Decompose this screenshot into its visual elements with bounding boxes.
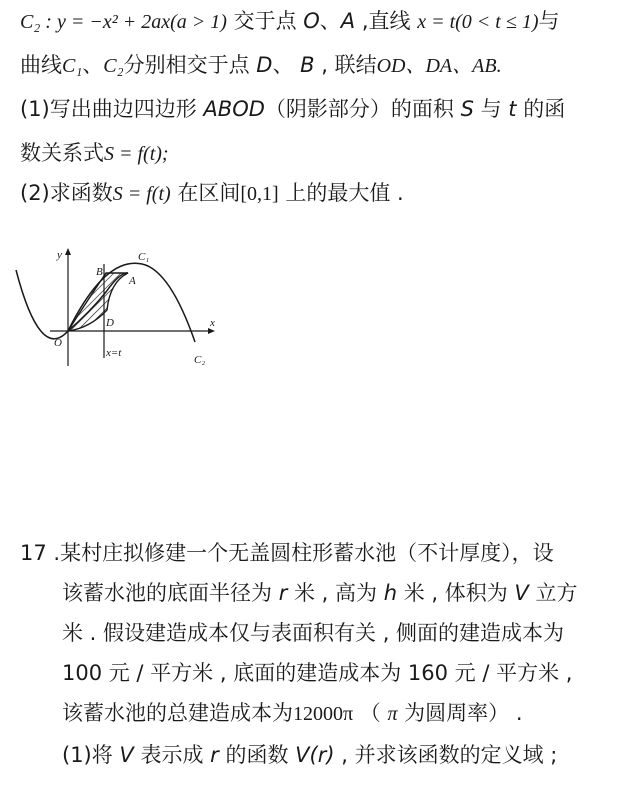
q17-line6-text2: 表示成 [133, 743, 211, 767]
function-s: S = f(t); [104, 143, 169, 165]
q16-line3-text1: (1)写出曲边四边形 [20, 97, 204, 121]
q17-line3 [62, 618, 564, 648]
q16-line4 [20, 138, 169, 169]
var-s: S [460, 97, 474, 121]
q17-line6 [62, 740, 557, 770]
q17-line2-text1: 该蓄水池的底面半径为 [62, 581, 279, 605]
var-r-2: r [210, 743, 219, 767]
q16-line1-text1: 交于点 [233, 9, 304, 33]
q16-line2-text1: 曲线 [20, 53, 62, 77]
label-y: y [57, 249, 62, 261]
q16-line1-text2: ,直线 [355, 9, 411, 33]
var-r: r [278, 581, 288, 605]
q17-line5-text2: （ [353, 701, 388, 725]
y-axis-arrow [65, 248, 71, 255]
point-a: A [340, 9, 356, 33]
q16-line2 [20, 50, 502, 81]
point-o: O [303, 9, 320, 33]
q16-line2-text3: 、 [272, 53, 301, 77]
label-c1: C₁ [138, 251, 150, 263]
q16-line4-text1: 数关系式 [20, 141, 104, 165]
var-t: t [508, 97, 517, 121]
label-b: B [96, 266, 103, 278]
q17-line4 [62, 658, 572, 688]
q17-line6-text4: , 并求该函数的定义域 ; [334, 743, 558, 767]
q16-line3-text2: （阴影部分）的面积 [264, 97, 461, 121]
q17-line5-text1: 该蓄水池的总建造成本为 [62, 701, 293, 725]
q16-line1-sep: 、 [319, 9, 341, 33]
q17-line1 [20, 538, 554, 568]
q16-line1 [20, 6, 560, 37]
q17-line2-text2: 米 , 高为 [287, 581, 384, 605]
q16-line3-text4: 的函 [516, 97, 566, 121]
q16-line5-text3: 上的最大值 . [278, 181, 404, 205]
line-equation: x = t(0 < t ≤ 1) [417, 11, 539, 33]
q16-line5 [20, 178, 404, 209]
label-xt: x=t [106, 347, 122, 359]
q17-line5-text3: 为圆周率） . [397, 701, 523, 725]
point-b: B [300, 53, 315, 77]
q17-line4-text: 100 元 / 平方米 , 底面的建造成本为 160 元 / 平方米 , [62, 661, 573, 685]
q17-line6-text3: 的函数 [218, 743, 296, 767]
curve-c1: C₁ [62, 55, 83, 77]
point-d: D [256, 53, 273, 77]
curves-figure [10, 242, 230, 372]
total-cost: 12000π [293, 703, 354, 725]
q16-line2-text2: 分别相交于点 [123, 53, 257, 77]
label-x: x [210, 317, 215, 329]
q16-line2-text4: , 联结 [314, 53, 377, 77]
q17-line3-text: 米 . 假设建造成本仅与表面积有关 , 侧面的建造成本为 [62, 621, 565, 645]
var-v: V [514, 581, 529, 605]
label-o: O [54, 337, 62, 349]
q17-line5 [62, 698, 523, 729]
c2-equation: C₂ : y = −x² + 2ax(a > 1) [20, 11, 227, 33]
q16-line3-text3: 与 [473, 97, 509, 121]
curve-c2: C₂ [103, 55, 124, 77]
var-h: h [383, 581, 398, 605]
label-c2: C₂ [194, 354, 206, 366]
q17-line1-text: 某村庄拟修建一个无盖圆柱形蓄水池（不计厚度），设 [60, 541, 554, 565]
q17-line2-text4: 立方 [528, 581, 578, 605]
interval: [0,1] [240, 183, 279, 205]
function-vr: V(r) [295, 743, 335, 767]
q16-line1-text3: 与 [538, 9, 560, 33]
q17-line6-text1: (1)将 [62, 743, 120, 767]
q16-line2-sep: 、 [82, 53, 104, 77]
q17-line2-text3: 米 , 体积为 [397, 581, 515, 605]
shape-abod: ABOD [203, 97, 265, 121]
q17-line2 [62, 578, 577, 608]
q16-line5-text1: (2)求函数 [20, 181, 113, 205]
q17-number: 17 . [20, 541, 61, 565]
segments-list: OD、DA、AB. [376, 55, 502, 77]
function-s-2: S = f(t) [112, 183, 171, 205]
label-d: D [106, 317, 114, 329]
q16-line3 [20, 94, 565, 124]
q16-line5-text2: 在区间 [170, 181, 241, 205]
var-v-2: V [119, 743, 134, 767]
pi-symbol: π [387, 703, 398, 725]
label-a: A [129, 275, 136, 287]
